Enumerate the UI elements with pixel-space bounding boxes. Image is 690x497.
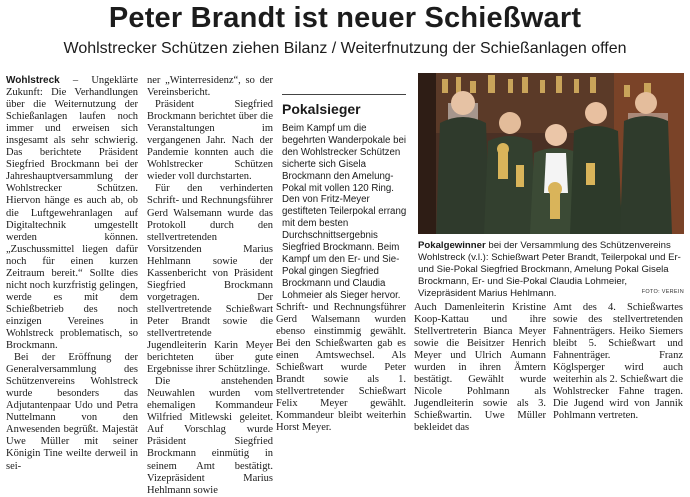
infobox-divider xyxy=(282,94,406,95)
headline: Peter Brandt ist neuer Schießwart xyxy=(108,2,582,34)
caption-text: bei der Versammlung des Schützenvereins Wohlstreck (v.l.): Schießwart Peter Brandt, Teilerpokal und Er-und Sie-Pokal Siegfried Brockmann, Amelung Pokal Gisela Brockmann, Er- und Sie-Pokal Claudia Lohmeier, Vizepräsident Marius Hehlmann. xyxy=(418,240,681,299)
dateline: Wohlstreck xyxy=(6,75,60,86)
article-paragraph: Für den verhinderten Schrift- und Rechnungsführer Gerd Walsemann wurde das Protokoll durch den stellvertretenden Vorsitzenden Marius Hehlmann sowie der Kassenbericht von Präsident Siegfried Brockmann vorgetragen. Der stellvertretende Schießwart Peter Brandt sowie die stellvertretende Jugendleiterin Karin Meyer berichteten über gute Ergebnisse ihrer Schützlinge. xyxy=(147,183,273,376)
subheadline: Wohlstrecker Schützen ziehen Bilanz / Weiterfnutzung der Schießanlagen offen xyxy=(63,40,627,57)
infobox-text xyxy=(282,123,412,302)
photo-credit: FOTO: VEREIN xyxy=(641,289,684,295)
article-column-3 xyxy=(276,302,406,435)
paragraph-text: – Ungeklärte Zukunft: Die Verhandlungen über die Weiternutzung der Schießanlagen laufen noch immer und erweisen sich insgesamt als sehr schwierig. Das berichtete Präsident Siegfried Brockmann bei der Jahreshauptversammlung der Wohlstrecker Schützen. Hiervon hänge es auch ab, ob die Luftgewehranlagen auf Digitaltechnik umgestellt werden können. „Zuschussmittel liegen dafür noch für einen kurzen Zeitraum bereit.“ Sollte dies nicht noch kurzfristig gelingen, werde es mit dem Schießbetrieb des noch einzigen Vereines in Wohlstreck problematisch, so Brockmann. xyxy=(6,75,138,352)
article-column-5 xyxy=(553,302,683,422)
caption-lead: Pokalgewinner xyxy=(418,240,486,251)
infobox-title: Pokalsieger xyxy=(282,101,361,117)
article-paragraph: Schrift- und Rechnungsführer Gerd Walsemann wurden ebenso einstimmig gewählt. Bei den Schießwarten gab es einen Amtswechsel. Als Schießwart wurde Peter Brandt sowie als 1. stellvertretender Schießwart Felix Meyer gewählt. Kommandeur bleibt weiterhin Horst Meyer. xyxy=(276,302,406,434)
article-paragraph: ner „Winterresidenz“, so der Vereinsbericht. xyxy=(147,75,273,99)
article-column-2 xyxy=(147,75,273,497)
article-column-1 xyxy=(6,75,138,473)
article-paragraph: Präsident Siegfried Brockmann berichtet über die Veranstaltungen im vergangenen Jahr. Nach der Pandemie konnten auch die Wohlstrecker Schützen wieder voll durchstarten. xyxy=(147,99,273,183)
article-column-4 xyxy=(414,302,546,435)
article-paragraph: Auch Damenleiterin Kristine Koop-Kattau und ihre Stellvertreterin Bianca Meyer sowie die Beisitzer Henrich Meyer und Ulrich Aumann wurden in ihren Ämtern bestätigt. Gewählt wurde Nicole Pohlmann als Jugendleiterin sowie als 3. Schießwartin. Uwe Müller bekleidet das xyxy=(414,302,546,434)
article-paragraph xyxy=(6,75,138,352)
article-paragraph: Die anstehenden Neuwahlen wurden vom ehemaligen Kommandeur Wilfried Mitlewski geleitet. Auf Vorschlag wurde Präsident Siegfried Brockmann einmütig in seinem Amt bestätigt. Vizepräsident Marius Hehlmann sowie xyxy=(147,376,273,496)
article-paragraph: Amt des 4. Schießwartes sowie des stellvertretenden Fahnenträgers. Heiko Siemers bleibt 5. Schießwart und Fahnenträger. Franz Köglsperger wird auch weiterhin als 2. Schießwart die Wohlstrecker Fahne tragen. Die Jugend wird von Jannik Pohlmann vertreten. xyxy=(553,302,683,422)
infobox-paragraph: Beim Kampf um die begehrten Wanderpokale bei den Wohlstrecker Schützen sicherte sich Gisela Brockmann den Amelung-Pokal mit vollen 120 Ring. Den von Fritz-Meyer gestifteten Teilerpokal errang mit dem besten Durchschnittsergebnis Siegfried Brockmann. Beim Kampf um den Er- und Sie-Pokal gingen Siegfried Brockmann und Claudia Lohmeier als Sieger hervor. xyxy=(282,123,407,301)
article-paragraph: Bei der Eröffnung der Generalversammlung des Schützenvereins Wohlstreck wurde besonders das Adjutantenpaar Udo und Petra Nuttelmann von den Anwesenden begrüßt. Majestät Uwe Müller mit seiner Königin Tine weilte derweil in sei- xyxy=(6,352,138,472)
group-photo xyxy=(418,73,684,234)
